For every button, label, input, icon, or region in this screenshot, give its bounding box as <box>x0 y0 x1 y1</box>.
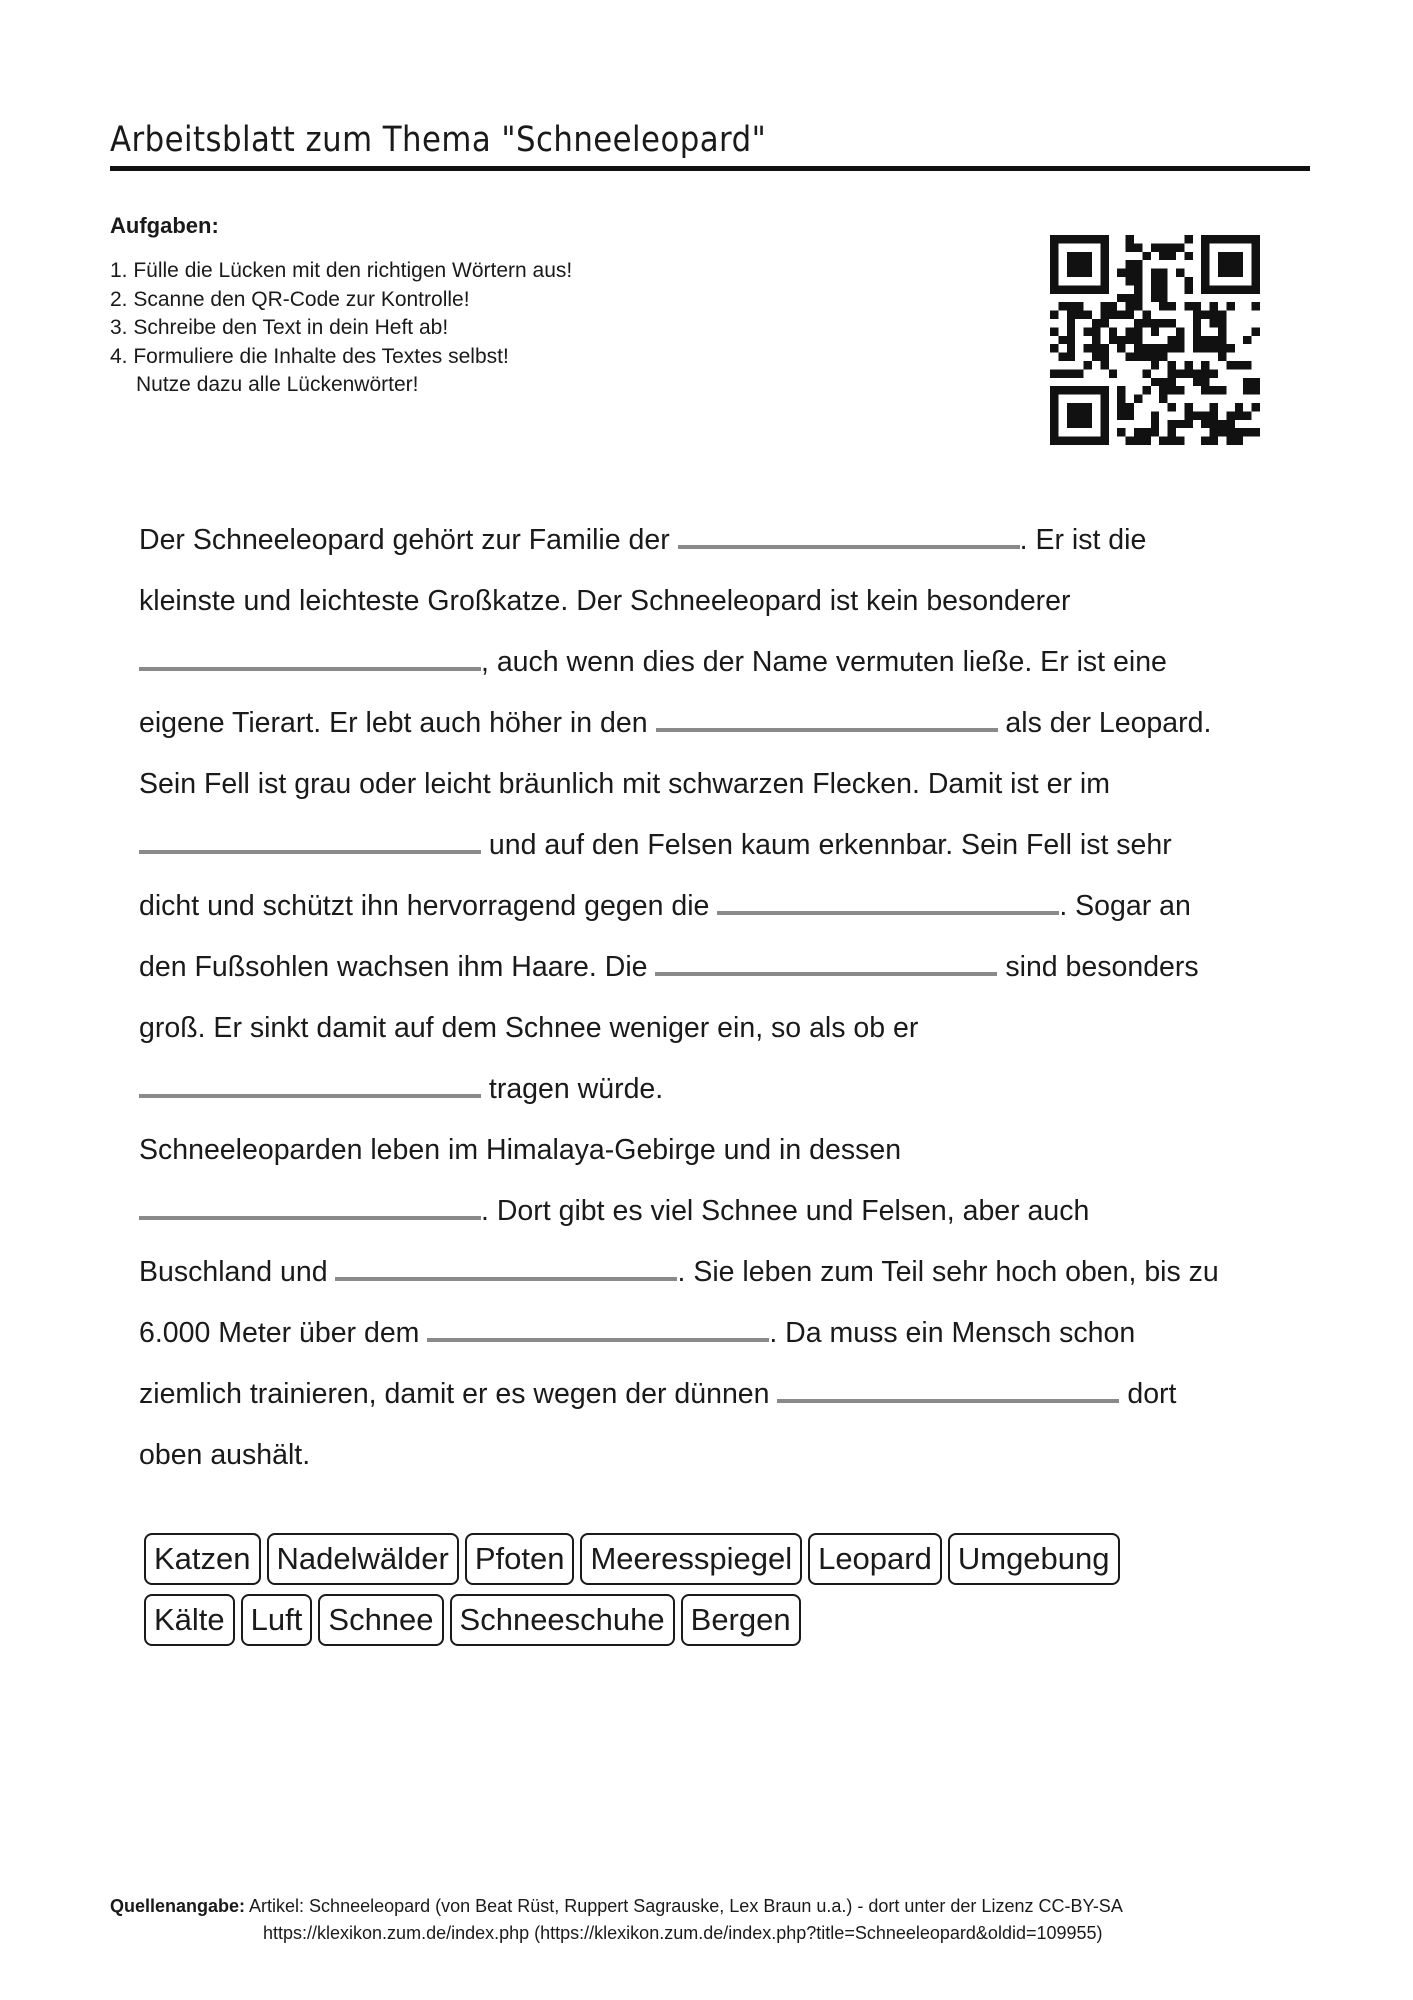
qr-code-icon <box>1050 235 1260 445</box>
word-chip: Pfoten <box>465 1533 575 1585</box>
task-list <box>110 257 572 400</box>
text-segment: dicht und schützt ihn hervorragend gegen die <box>139 890 718 922</box>
source-text: Artikel: Schneeleopard (von Beat Rüst, Ruppert Sagrauske, Lex Braun u.a.) - dort unter der Lizenz CC-BY-SA <box>245 1896 1123 1916</box>
text-segment: ziemlich trainieren, damit er es wegen der dünnen <box>139 1378 778 1410</box>
word-bank-row <box>144 1594 1294 1655</box>
word-chip: Bergen <box>681 1594 801 1646</box>
text-line <box>139 571 1309 632</box>
text-segment: . Dort gibt es viel Schnee und Felsen, aber auch <box>481 1195 1090 1227</box>
blank-field[interactable] <box>335 1253 677 1281</box>
text-segment: kleinste und leichteste Großkatze. Der Schneeleopard ist kein besonderer <box>139 585 1071 617</box>
text-line <box>139 815 1309 876</box>
text-segment: . Er ist die <box>1019 524 1147 556</box>
text-segment: sind besonders <box>997 951 1199 983</box>
text-line <box>139 1059 1309 1120</box>
blank-field[interactable] <box>139 1070 481 1098</box>
word-chip: Leopard <box>808 1533 942 1585</box>
text-segment: und auf den Felsen kaum erkennbar. Sein Fell ist sehr <box>481 829 1172 861</box>
text-line <box>139 876 1309 937</box>
text-line <box>139 937 1309 998</box>
text-line <box>139 1181 1309 1242</box>
cloze-text <box>139 510 1309 1486</box>
source-note <box>110 1893 1123 1947</box>
text-line <box>139 1120 1309 1181</box>
page-title: Arbeitsblatt zum Thema "Schneeleopard" <box>110 120 767 160</box>
word-chip: Nadelwälder <box>267 1533 459 1585</box>
text-segment: dort <box>1119 1378 1177 1410</box>
blank-field[interactable] <box>678 521 1020 549</box>
blank-field[interactable] <box>717 887 1059 915</box>
blank-field[interactable] <box>427 1314 769 1342</box>
text-segment: als der Leopard. <box>997 707 1212 739</box>
text-segment: . Sogar an <box>1059 890 1191 922</box>
word-chip: Katzen <box>144 1533 261 1585</box>
source-label: Quellenangabe: <box>110 1896 246 1916</box>
text-segment: 6.000 Meter über dem <box>139 1317 428 1349</box>
blank-field[interactable] <box>655 948 997 976</box>
title-divider <box>110 166 1310 171</box>
tasks-heading: Aufgaben: <box>110 213 219 238</box>
text-segment: Der Schneeleopard gehört zur Familie der <box>139 524 678 556</box>
text-line <box>139 632 1309 693</box>
text-line <box>139 1425 1309 1486</box>
text-segment: Buschland und <box>139 1256 336 1288</box>
text-segment: eigene Tierart. Er lebt auch höher in den <box>139 707 656 739</box>
text-segment: den Fußsohlen wachsen ihm Haare. Die <box>139 951 656 983</box>
text-line <box>139 1242 1309 1303</box>
text-segment: groß. Er sinkt damit auf dem Schnee weniger ein, so als ob er <box>139 1012 919 1044</box>
text-segment: . Sie leben zum Teil sehr hoch oben, bis zu <box>677 1256 1219 1288</box>
task-item: Nutze dazu alle Lückenwörter! <box>136 373 419 396</box>
text-line <box>139 510 1309 571</box>
blank-field[interactable] <box>656 704 998 732</box>
word-chip: Meeresspiegel <box>580 1533 802 1585</box>
word-bank-row <box>144 1533 1294 1594</box>
task-item: 2. Scanne den QR-Code zur Kontrolle! <box>110 287 470 311</box>
text-line <box>139 754 1309 815</box>
blank-field[interactable] <box>139 826 481 854</box>
word-chip: Schneeschuhe <box>450 1594 675 1646</box>
word-chip: Umgebung <box>948 1533 1120 1585</box>
text-segment: . Da muss ein Mensch schon <box>769 1317 1136 1349</box>
blank-field[interactable] <box>139 643 481 671</box>
blank-field[interactable] <box>139 1192 481 1220</box>
text-line <box>139 998 1309 1059</box>
text-segment: Schneeleoparden leben im Himalaya-Gebirge und in dessen <box>139 1134 902 1166</box>
text-segment: oben aushält. <box>139 1439 311 1471</box>
word-chip: Luft <box>241 1594 313 1646</box>
task-item: 4. Formuliere die Inhalte des Textes selbst! <box>110 344 509 368</box>
text-line <box>139 1303 1309 1364</box>
task-item: 1. Fülle die Lücken mit den richtigen Wörtern aus! <box>110 259 573 282</box>
text-segment: tragen würde. <box>481 1073 664 1105</box>
text-line <box>139 1364 1309 1425</box>
word-chip: Kälte <box>144 1594 235 1646</box>
word-bank <box>144 1533 1294 1655</box>
blank-field[interactable] <box>777 1375 1119 1403</box>
text-line <box>139 693 1309 754</box>
source-url: https://klexikon.zum.de/index.php (https://klexikon.zum.de/index.php?title=Schneeleopard&oldid=109955) <box>263 1923 1103 1943</box>
task-item: 3. Schreibe den Text in dein Heft ab! <box>110 316 449 339</box>
text-segment: , auch wenn dies der Name vermuten ließe. Er ist eine <box>481 646 1167 678</box>
text-segment: Sein Fell ist grau oder leicht bräunlich mit schwarzen Flecken. Damit ist er im <box>139 768 1110 800</box>
word-chip: Schnee <box>318 1594 443 1646</box>
